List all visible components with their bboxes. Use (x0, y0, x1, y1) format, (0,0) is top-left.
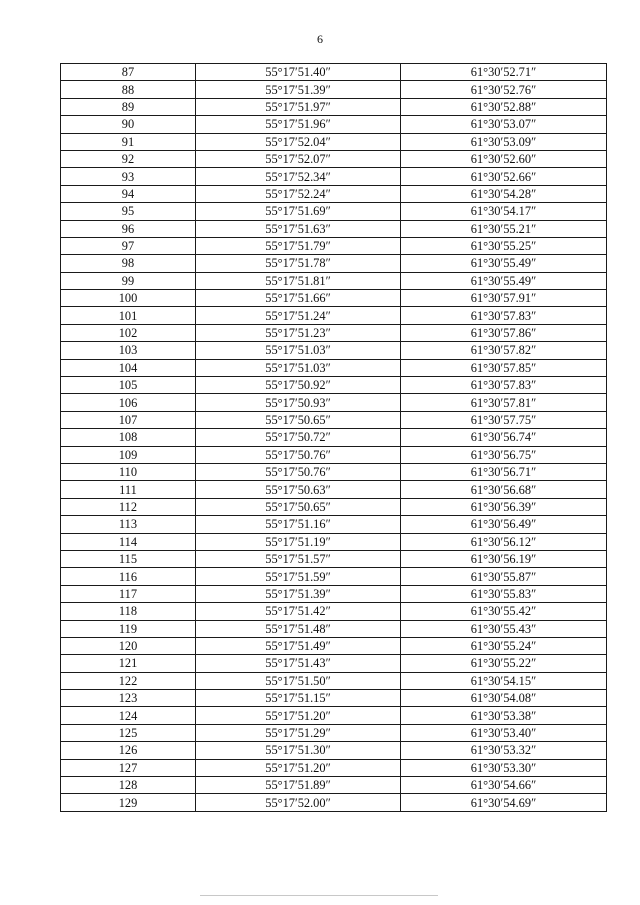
table-row (61, 637, 607, 654)
longitude-cell: 61°30′52.71″ (401, 64, 607, 81)
table-row (61, 81, 607, 98)
latitude-cell: 55°17′50.65″ (196, 498, 401, 515)
longitude-cell: 61°30′55.25″ (401, 237, 607, 254)
latitude-cell: 55°17′51.97″ (196, 98, 401, 115)
table-row (61, 777, 607, 794)
point-number-cell: 118 (61, 603, 196, 620)
latitude-cell: 55°17′51.20″ (196, 759, 401, 776)
point-number-cell: 121 (61, 655, 196, 672)
table-row (61, 64, 607, 81)
latitude-cell: 55°17′51.23″ (196, 324, 401, 341)
longitude-cell: 61°30′55.49″ (401, 255, 607, 272)
latitude-cell: 55°17′51.19″ (196, 533, 401, 550)
point-number-cell: 124 (61, 707, 196, 724)
longitude-cell: 61°30′57.85″ (401, 359, 607, 376)
latitude-cell: 55°17′51.40″ (196, 64, 401, 81)
point-number-cell: 94 (61, 185, 196, 202)
point-number-cell: 104 (61, 359, 196, 376)
point-number-cell: 110 (61, 463, 196, 480)
point-number-cell: 113 (61, 516, 196, 533)
latitude-cell: 55°17′50.63″ (196, 481, 401, 498)
table-row (61, 463, 607, 480)
longitude-cell: 61°30′52.76″ (401, 81, 607, 98)
table-row (61, 724, 607, 741)
longitude-cell: 61°30′55.49″ (401, 272, 607, 289)
point-number-cell: 93 (61, 168, 196, 185)
point-number-cell: 91 (61, 133, 196, 150)
point-number-cell: 88 (61, 81, 196, 98)
table-row (61, 742, 607, 759)
latitude-cell: 55°17′51.79″ (196, 237, 401, 254)
point-number-cell: 106 (61, 394, 196, 411)
longitude-cell: 61°30′56.68″ (401, 481, 607, 498)
longitude-cell: 61°30′56.49″ (401, 516, 607, 533)
latitude-cell: 55°17′51.69″ (196, 203, 401, 220)
table-row (61, 168, 607, 185)
longitude-cell: 61°30′54.15″ (401, 672, 607, 689)
longitude-cell: 61°30′55.22″ (401, 655, 607, 672)
coordinates-table-body (61, 64, 607, 812)
point-number-cell: 97 (61, 237, 196, 254)
longitude-cell: 61°30′54.08″ (401, 690, 607, 707)
latitude-cell: 55°17′51.81″ (196, 272, 401, 289)
table-row (61, 603, 607, 620)
latitude-cell: 55°17′52.04″ (196, 133, 401, 150)
latitude-cell: 55°17′51.03″ (196, 342, 401, 359)
longitude-cell: 61°30′56.71″ (401, 463, 607, 480)
point-number-cell: 122 (61, 672, 196, 689)
table-row (61, 411, 607, 428)
table-row (61, 324, 607, 341)
table-row (61, 359, 607, 376)
table-row (61, 707, 607, 724)
longitude-cell: 61°30′53.38″ (401, 707, 607, 724)
point-number-cell: 111 (61, 481, 196, 498)
table-row (61, 133, 607, 150)
point-number-cell: 109 (61, 446, 196, 463)
table-row (61, 550, 607, 567)
latitude-cell: 55°17′51.63″ (196, 220, 401, 237)
latitude-cell: 55°17′51.42″ (196, 603, 401, 620)
latitude-cell: 55°17′51.78″ (196, 255, 401, 272)
latitude-cell: 55°17′51.39″ (196, 81, 401, 98)
table-row (61, 446, 607, 463)
latitude-cell: 55°17′51.43″ (196, 655, 401, 672)
longitude-cell: 61°30′54.66″ (401, 777, 607, 794)
point-number-cell: 126 (61, 742, 196, 759)
table-row (61, 342, 607, 359)
longitude-cell: 61°30′53.32″ (401, 742, 607, 759)
table-row (61, 255, 607, 272)
latitude-cell: 55°17′51.30″ (196, 742, 401, 759)
table-row (61, 377, 607, 394)
point-number-cell: 95 (61, 203, 196, 220)
longitude-cell: 61°30′53.07″ (401, 116, 607, 133)
table-row (61, 272, 607, 289)
point-number-cell: 96 (61, 220, 196, 237)
table-row (61, 759, 607, 776)
longitude-cell: 61°30′57.75″ (401, 411, 607, 428)
point-number-cell: 125 (61, 724, 196, 741)
longitude-cell: 61°30′54.28″ (401, 185, 607, 202)
table-row (61, 203, 607, 220)
table-row (61, 290, 607, 307)
latitude-cell: 55°17′51.48″ (196, 620, 401, 637)
point-number-cell: 108 (61, 429, 196, 446)
latitude-cell: 55°17′50.72″ (196, 429, 401, 446)
coordinates-table (60, 63, 607, 812)
latitude-cell: 55°17′51.15″ (196, 690, 401, 707)
longitude-cell: 61°30′55.24″ (401, 637, 607, 654)
table-row (61, 307, 607, 324)
table-row (61, 794, 607, 811)
longitude-cell: 61°30′55.83″ (401, 585, 607, 602)
point-number-cell: 102 (61, 324, 196, 341)
point-number-cell: 89 (61, 98, 196, 115)
latitude-cell: 55°17′51.57″ (196, 550, 401, 567)
table-row (61, 481, 607, 498)
latitude-cell: 55°17′51.24″ (196, 307, 401, 324)
point-number-cell: 100 (61, 290, 196, 307)
point-number-cell: 99 (61, 272, 196, 289)
table-row (61, 98, 607, 115)
point-number-cell: 112 (61, 498, 196, 515)
point-number-cell: 123 (61, 690, 196, 707)
longitude-cell: 61°30′52.66″ (401, 168, 607, 185)
point-number-cell: 92 (61, 150, 196, 167)
longitude-cell: 61°30′53.40″ (401, 724, 607, 741)
longitude-cell: 61°30′55.87″ (401, 568, 607, 585)
table-row (61, 116, 607, 133)
latitude-cell: 55°17′50.93″ (196, 394, 401, 411)
latitude-cell: 55°17′52.34″ (196, 168, 401, 185)
point-number-cell: 105 (61, 377, 196, 394)
table-row (61, 394, 607, 411)
latitude-cell: 55°17′50.65″ (196, 411, 401, 428)
table-row (61, 220, 607, 237)
longitude-cell: 61°30′56.39″ (401, 498, 607, 515)
longitude-cell: 61°30′56.12″ (401, 533, 607, 550)
latitude-cell: 55°17′51.20″ (196, 707, 401, 724)
longitude-cell: 61°30′54.17″ (401, 203, 607, 220)
point-number-cell: 116 (61, 568, 196, 585)
longitude-cell: 61°30′57.82″ (401, 342, 607, 359)
table-row (61, 568, 607, 585)
latitude-cell: 55°17′51.96″ (196, 116, 401, 133)
point-number-cell: 90 (61, 116, 196, 133)
footer-rule (200, 895, 438, 896)
longitude-cell: 61°30′56.74″ (401, 429, 607, 446)
longitude-cell: 61°30′54.69″ (401, 794, 607, 811)
page-number: 6 (317, 32, 323, 46)
longitude-cell: 61°30′55.43″ (401, 620, 607, 637)
latitude-cell: 55°17′51.16″ (196, 516, 401, 533)
longitude-cell: 61°30′57.83″ (401, 377, 607, 394)
point-number-cell: 103 (61, 342, 196, 359)
latitude-cell: 55°17′52.24″ (196, 185, 401, 202)
point-number-cell: 87 (61, 64, 196, 81)
longitude-cell: 61°30′56.75″ (401, 446, 607, 463)
longitude-cell: 61°30′53.09″ (401, 133, 607, 150)
latitude-cell: 55°17′51.49″ (196, 637, 401, 654)
latitude-cell: 55°17′51.29″ (196, 724, 401, 741)
point-number-cell: 115 (61, 550, 196, 567)
latitude-cell: 55°17′51.39″ (196, 585, 401, 602)
latitude-cell: 55°17′51.50″ (196, 672, 401, 689)
point-number-cell: 127 (61, 759, 196, 776)
longitude-cell: 61°30′52.60″ (401, 150, 607, 167)
point-number-cell: 128 (61, 777, 196, 794)
longitude-cell: 61°30′53.30″ (401, 759, 607, 776)
longitude-cell: 61°30′52.88″ (401, 98, 607, 115)
point-number-cell: 107 (61, 411, 196, 428)
latitude-cell: 55°17′50.76″ (196, 463, 401, 480)
latitude-cell: 55°17′52.00″ (196, 794, 401, 811)
latitude-cell: 55°17′52.07″ (196, 150, 401, 167)
longitude-cell: 61°30′56.19″ (401, 550, 607, 567)
longitude-cell: 61°30′57.86″ (401, 324, 607, 341)
latitude-cell: 55°17′51.59″ (196, 568, 401, 585)
point-number-cell: 114 (61, 533, 196, 550)
table-row (61, 655, 607, 672)
table-row (61, 620, 607, 637)
latitude-cell: 55°17′51.66″ (196, 290, 401, 307)
latitude-cell: 55°17′50.92″ (196, 377, 401, 394)
table-row (61, 533, 607, 550)
table-row (61, 150, 607, 167)
table-row (61, 429, 607, 446)
longitude-cell: 61°30′57.81″ (401, 394, 607, 411)
point-number-cell: 117 (61, 585, 196, 602)
point-number-cell: 120 (61, 637, 196, 654)
longitude-cell: 61°30′57.83″ (401, 307, 607, 324)
table-row (61, 585, 607, 602)
point-number-cell: 98 (61, 255, 196, 272)
table-row (61, 690, 607, 707)
table-row (61, 498, 607, 515)
latitude-cell: 55°17′51.89″ (196, 777, 401, 794)
table-row (61, 516, 607, 533)
table-row (61, 237, 607, 254)
latitude-cell: 55°17′50.76″ (196, 446, 401, 463)
point-number-cell: 129 (61, 794, 196, 811)
longitude-cell: 61°30′57.91″ (401, 290, 607, 307)
longitude-cell: 61°30′55.21″ (401, 220, 607, 237)
longitude-cell: 61°30′55.42″ (401, 603, 607, 620)
table-row (61, 672, 607, 689)
point-number-cell: 101 (61, 307, 196, 324)
latitude-cell: 55°17′51.03″ (196, 359, 401, 376)
point-number-cell: 119 (61, 620, 196, 637)
table-row (61, 185, 607, 202)
